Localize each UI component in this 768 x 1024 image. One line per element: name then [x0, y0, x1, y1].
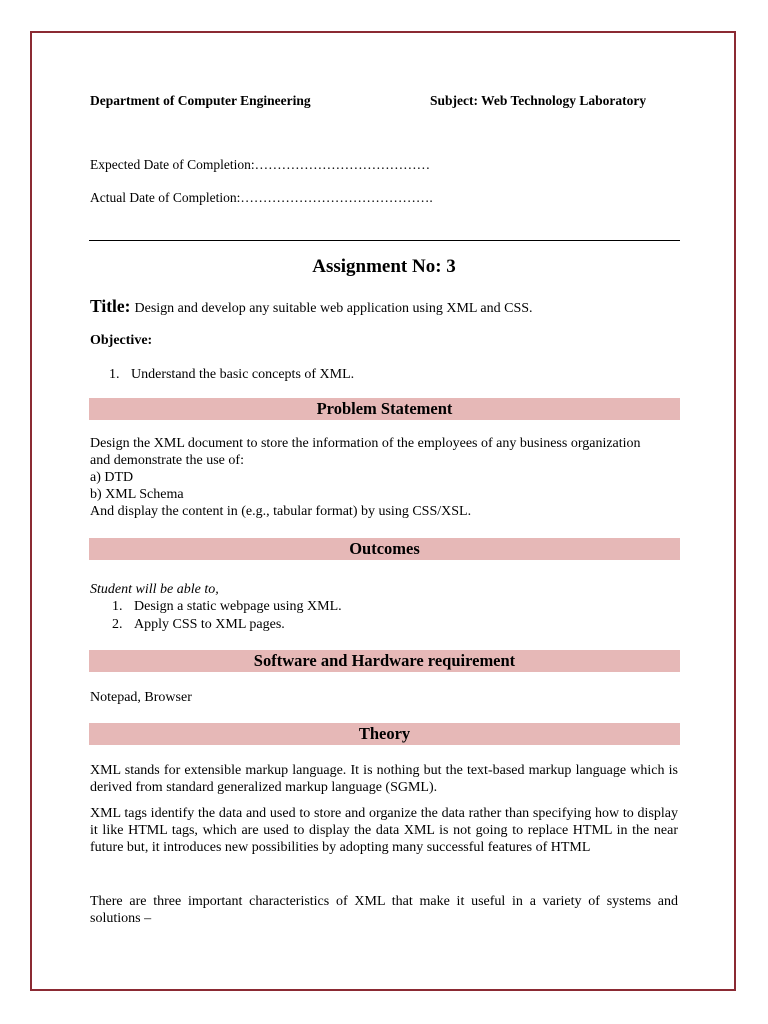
problem-line: And display the content in (e.g., tabular format) by using CSS/XSL.	[90, 504, 472, 519]
list-item: 1. Understand the basic concepts of XML.	[109, 367, 355, 382]
problem-line: b) XML Schema	[90, 487, 184, 502]
outcomes-list	[112, 598, 342, 634]
theory-paragraph: XML tags identify the data and used to store and organize the data rather than specifying how to display it like HTML tags, which are used to display the data XML is not going to replace HTML in the near future but, it introduces new possibilities by adopting many successful features of HTML	[90, 806, 678, 855]
objective-list	[109, 366, 354, 384]
objective-label: Objective:	[90, 333, 153, 348]
problem-line: a) DTD	[90, 470, 134, 485]
theory-heading: Theory	[89, 723, 680, 745]
theory-paragraph: There are three important characteristics of XML that make it useful in a variety of systems and solutions –	[90, 894, 678, 926]
problem-statement-text	[90, 435, 641, 520]
header-divider	[89, 240, 680, 241]
problem-statement-heading: Problem Statement	[89, 398, 680, 420]
actual-date-line: Actual Date of Completion:…………………………………….	[90, 190, 433, 205]
outcomes-heading: Outcomes	[89, 538, 680, 560]
title-line	[90, 296, 533, 317]
requirements-heading: Software and Hardware requirement	[89, 650, 680, 672]
problem-line: Design the XML document to store the information of the employees of any business organization	[90, 436, 641, 451]
subject-label: Subject: Web Technology Laboratory	[430, 93, 647, 108]
title-text: Design and develop any suitable web application using XML and CSS.	[134, 301, 533, 316]
problem-line: and demonstrate the use of:	[90, 453, 244, 468]
department-label: Department of Computer Engineering	[90, 93, 311, 108]
requirements-text: Notepad, Browser	[90, 690, 192, 705]
theory-paragraph: XML stands for extensible markup language. It is nothing but the text-based markup language which is derived from standard generalized markup language (SGML).	[90, 763, 678, 795]
list-item: 1. Design a static webpage using XML.	[112, 599, 342, 614]
outcomes-intro: Student will be able to,	[90, 582, 219, 597]
assignment-heading: Assignment No: 3	[312, 256, 456, 277]
title-label: Title:	[90, 296, 131, 316]
list-item: 2. Apply CSS to XML pages.	[112, 617, 285, 632]
expected-date-line: Expected Date of Completion:…………………………………	[90, 157, 431, 172]
